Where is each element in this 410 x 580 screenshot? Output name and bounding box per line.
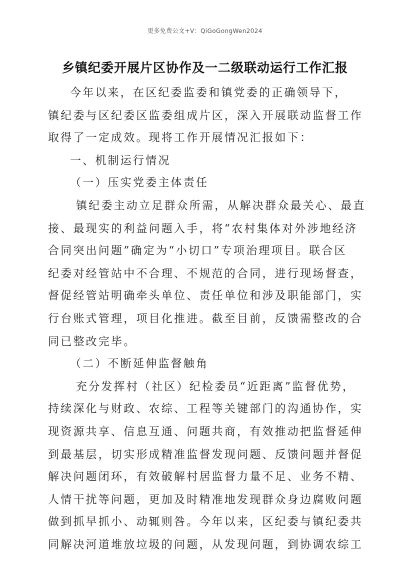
document-title: 乡镇纪委开展片区协作及一二级联动运行工作汇报 — [61, 60, 348, 75]
paragraph-line: 镇纪委主动立足群众所需，从解决群众最关心、最直 — [76, 198, 366, 212]
section-heading: 一、机制运行情况 — [70, 153, 171, 167]
paragraph-line: 接、最现实的利益问题入手，将“农村集体对外涉地经济 — [48, 221, 358, 235]
paragraph-line: 人情干扰等问题，更加及时精准地发现群众身边腐败问题 — [48, 492, 363, 506]
paragraph-line: 到最基层，切实形成精准监督发现问题、反馈问题并督促 — [48, 447, 363, 461]
subsection-heading: （一）压实党委主体责任 — [70, 176, 209, 190]
paragraph-line: 纪委对经管站中不合理、不规范的合同，进行现场督查， — [48, 266, 363, 280]
header-note: 更多免费公文+V：QiGoGongWen2024 — [147, 28, 263, 35]
paragraph-line: 今年以来，在区纪委监委和镇党委的正确领导下， — [70, 86, 348, 99]
paragraph-line: 做到抓早抓小、动辄则咎。今年以来，区纪委与镇纪委共 — [48, 515, 363, 529]
paragraph-line: 同已整改完毕。 — [48, 334, 137, 348]
paragraph-line: 持续深化与财政、农综、工程等关键部门的沟通协作，实 — [48, 402, 363, 416]
paragraph-line: 行台账式管理，项目化推进。截至目前，反馈需整改的合 — [48, 311, 363, 325]
subsection-heading: （二）不断延伸监督触角 — [70, 357, 209, 371]
paragraph-line: 督促经管站明确牵头单位、责任单位和涉及职能部门，实 — [48, 289, 363, 303]
paragraph-line: 镇纪委与区纪委区监委组成片区，深入开展联动监督工作 — [48, 108, 363, 122]
paragraph-line: 解决问题闭环，有效破解村居监督力量不足、业务不精、 — [48, 470, 363, 484]
paragraph-line: 取得了一定成效。现将工作开展情况汇报如下： — [48, 131, 313, 145]
document-body — [48, 82, 366, 556]
paragraph-line: 合同突出问题”确定为“小切口”专项治理项目。联合区 — [48, 244, 347, 258]
paragraph-line: 现资源共享、信息互通、问题共商，有效推动把监督延伸 — [48, 424, 363, 438]
paragraph-line: 充分发挥村（社区）纪检委员“近距离”监督优势， — [76, 379, 356, 393]
paragraph-line: 同解决河道堆放垃圾的问题，从发现问题，到协调农综工 — [48, 537, 363, 551]
